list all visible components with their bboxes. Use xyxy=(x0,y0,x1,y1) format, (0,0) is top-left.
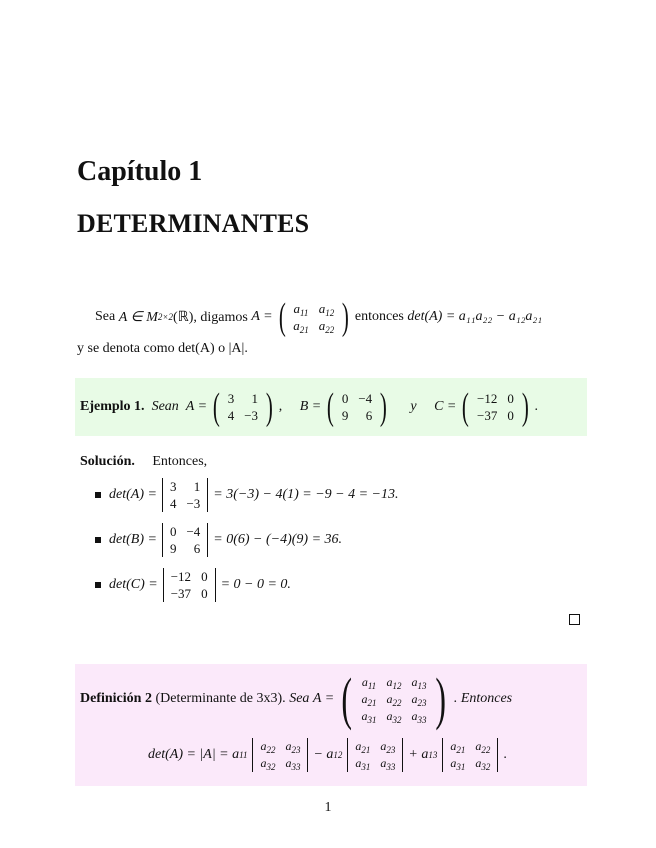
determinant-entry: −4 xyxy=(186,524,201,539)
example-y: y xyxy=(410,399,417,414)
minor-11: $a_{22}$ $a_{23}$ $a_{32}$ $a_{33}$ xyxy=(250,738,310,772)
example-c-eq: C = xyxy=(434,399,457,414)
determinant-entry: 0 xyxy=(201,586,208,601)
chapter-heading: Capítulo 1 xyxy=(77,156,203,187)
matrix-entry: 4 xyxy=(227,408,235,423)
matrix-entry: 3 xyxy=(227,391,235,406)
definition-a-eq: A = xyxy=(312,691,335,706)
intro-sea: Sea xyxy=(95,309,116,324)
intro-matrix: ( $a_{11}$ $a_{12}$ $a_{21}$ $a_{22}$ ) xyxy=(278,296,350,338)
determinant-entry: 0 xyxy=(201,569,208,584)
definition-det-eq: det(A) = |A| = a xyxy=(148,747,240,762)
definition-entonces: . Entonces xyxy=(453,691,513,706)
chapter-title: DETERMINANTES xyxy=(77,209,310,238)
solution-item xyxy=(95,568,291,602)
definition-end: . xyxy=(503,747,507,762)
intro-set-tail: (ℝ), digamos xyxy=(172,309,248,325)
matrix-entry: 1 xyxy=(251,391,259,406)
matrix-entry: −4 xyxy=(358,391,373,406)
matrix-entry: 6 xyxy=(365,408,373,423)
bullet-icon xyxy=(95,537,101,543)
solution-item xyxy=(95,523,342,557)
definition-plus: + a xyxy=(408,747,429,762)
det-lhs: det(B) = xyxy=(109,532,157,547)
intro-line-2: y se denota como det(A) o |A|. xyxy=(77,341,248,356)
bullet-icon xyxy=(95,582,101,588)
det-rhs: = 3(−3) − 4(1) = −9 − 4 = −13. xyxy=(213,487,399,502)
determinant-entry: 4 xyxy=(169,496,177,511)
example-sean: Sean xyxy=(151,399,179,414)
minor-13: $a_{21}$ $a_{22}$ $a_{31}$ $a_{32}$ xyxy=(440,738,500,772)
qed-square-icon xyxy=(569,614,580,625)
determinant-entry: 0 xyxy=(169,524,177,539)
definition-formula: det(A) = |A| = a 11 $a_{22}$ $a_{23}$ $a_{32}$ $a_{33}$ − a 12 $a_{21}$ $a_{23}$ $a_{31}$ $a_{33}$ + a 13 $a_{21}$ $a_{22}$ $a_{31}$ $a_{32}$ . xyxy=(148,739,507,772)
determinant-entry: 6 xyxy=(193,541,201,556)
definition-matrix: ( $a_{11}$ $a_{12}$ $a_{13}$ $a_{21}$ $a_{22}$ $a_{23}$ $a_{31}$ $a_{32}$ $a_{33}$ ) xyxy=(341,666,447,731)
det-matrix xyxy=(160,478,210,512)
matrix-entry: 9 xyxy=(341,408,349,423)
matrix-entry: 0 xyxy=(507,391,514,406)
intro-formula: det(A) = a₁₁a₂₂ − a₁₂a₂₁ xyxy=(407,309,543,324)
solution-entonces: Entonces, xyxy=(152,454,208,469)
matrix-entry: −37 xyxy=(477,408,498,423)
minor-12: $a_{21}$ $a_{23}$ $a_{31}$ $a_{33}$ xyxy=(345,738,405,772)
definition-line xyxy=(80,666,513,731)
determinant-entry: −12 xyxy=(170,569,192,584)
example-line xyxy=(80,388,538,426)
solution-item xyxy=(95,478,399,512)
example-b-eq: B = xyxy=(299,399,322,414)
definition-minus: − a xyxy=(313,747,334,762)
bullet-icon xyxy=(95,492,101,498)
det-rhs: = 0 − 0 = 0. xyxy=(220,577,291,592)
determinant-entry: 9 xyxy=(169,541,177,556)
det-matrix xyxy=(161,568,218,602)
example-matrix-b: ( 0 −4 9 6 ) xyxy=(327,386,387,428)
determinant-entry: −3 xyxy=(186,496,201,511)
definition-label: Definición 2 xyxy=(80,691,152,706)
matrix-entry: 0 xyxy=(507,408,514,423)
det-matrix xyxy=(160,523,210,557)
example-a-eq: A = xyxy=(185,399,208,414)
example-matrix-c: ( −12 0 −37 0 ) xyxy=(462,386,529,428)
matrix-entry: −12 xyxy=(477,391,498,406)
matrix-entry: 0 xyxy=(341,391,349,406)
det-lhs: det(A) = xyxy=(109,487,157,502)
example-label: Ejemplo 1. xyxy=(80,399,145,414)
intro-line-1: Sea A ∈ M 2×2 (ℝ), digamos A = ( $a_{11}$ $a_{12}$ $a_{21}$ $a_{22}$ ) entonces det(A) = a₁₁a₂₂ − a₁₂a₂₁ xyxy=(95,296,543,338)
example-dot: . xyxy=(534,399,539,414)
det-lhs: det(C) = xyxy=(109,577,158,592)
definition-sea: Sea xyxy=(289,691,310,706)
intro-entonces: entonces xyxy=(354,309,404,324)
determinant-entry: −37 xyxy=(170,586,192,601)
determinant-entry: 3 xyxy=(169,479,177,494)
intro-a-eq: A = xyxy=(251,309,273,324)
example-comma: , xyxy=(278,399,283,414)
definition-paren: (Determinante de 3x3). xyxy=(155,691,286,706)
matrix-entry: −3 xyxy=(244,408,259,423)
solution-line xyxy=(80,454,207,470)
solution-label: Solución. xyxy=(80,454,135,469)
det-rhs: = 0(6) − (−4)(9) = 36. xyxy=(213,532,343,547)
intro-in-set: A ∈ M xyxy=(118,309,158,325)
page-number: 1 xyxy=(324,800,332,815)
example-matrix-a: ( 3 1 4 −3 ) xyxy=(212,386,273,428)
determinant-entry: 1 xyxy=(193,479,201,494)
